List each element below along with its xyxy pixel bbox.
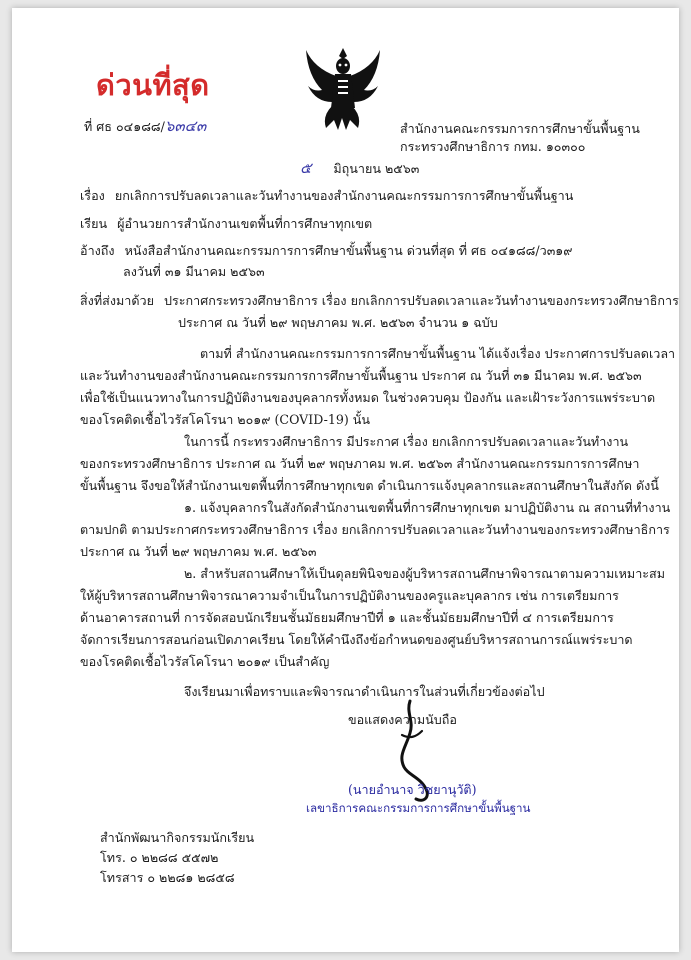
enclosure-line [80, 293, 679, 309]
signatory-title: เลขาธิการคณะกรรมการการศึกษาขั้นพื้นฐาน [306, 801, 531, 815]
reference-text: หนังสือสำนักงานคณะกรรมการการศึกษาขั้นพื้นฐาน ด่วนที่สุด ที่ ศธ ๐๔๑๘๘/ว๓๑๙ [124, 243, 573, 258]
footer-fax: โทรสาร ๐ ๒๒๘๑ ๒๘๕๘ [100, 870, 235, 885]
closing-salutation: ขอแสดงความนับถือ [348, 712, 457, 727]
footer-department: สำนักพัฒนากิจกรรมนักเรียน [100, 830, 255, 845]
reference-line [80, 243, 573, 259]
item1-line3: ประกาศ ณ วันที่ ๒๙ พฤษภาคม พ.ศ. ๒๕๖๓ [80, 544, 317, 559]
subject-text: ยกเลิกการปรับลดเวลาและวันทำงานของสำนักงานคณะกรรมการการศึกษาขั้นพื้นฐาน [114, 188, 574, 203]
body-p2-line2: ของกระทรวงศึกษาธิการ ประกาศ ณ วันที่ ๒๙ พฤษภาคม พ.ศ. ๒๕๖๓ สำนักงานคณะกรรมการการศึกษา [80, 456, 640, 471]
body-p2-line1: ในการนี้ กระทรวงศึกษาธิการ มีประกาศ เรื่อง ยกเลิกการปรับลดเวลาและวันทำงาน [184, 434, 629, 449]
footer-phone: โทร. ๐ ๒๒๘๘ ๕๕๗๒ [100, 850, 219, 865]
item1-line1: ๑. แจ้งบุคลากรในสังกัดสำนักงานเขตพื้นที่การศึกษาทุกเขต มาปฏิบัติงาน ณ สถานที่ทำงาน [184, 500, 671, 515]
enclosure-text: ประกาศกระทรวงศึกษาธิการ เรื่อง ยกเลิกการปรับลดเวลาและวันทำงานของกระทรวงศึกษาธิการ [164, 293, 679, 308]
garuda-emblem-icon [302, 46, 384, 130]
reference-handwritten: ๖๓๔๓ [164, 117, 207, 135]
letter-date [300, 160, 419, 177]
body-p2-line3: ขั้นพื้นฐาน จึงขอให้สำนักงานเขตพื้นที่การศึกษาทุกเขต ดำเนินการแจ้งบุคลากรและสถานศึกษาในสังกัด ดังนี้ [80, 478, 659, 493]
recipient-line [80, 216, 372, 232]
reference-label: อ้างถึง [80, 243, 115, 258]
office-address: กระทรวงศึกษาธิการ กทม. ๑๐๓๐๐ [400, 139, 586, 154]
office-name: สำนักงานคณะกรรมการการศึกษาขั้นพื้นฐาน [400, 121, 640, 136]
enclosure-label: สิ่งที่ส่งมาด้วย [80, 293, 154, 308]
urgency-stamp: ด่วนที่สุด [96, 68, 210, 102]
reference-number [84, 118, 206, 135]
item1-line2: ตามปกติ ตามประกาศกระทรวงศึกษาธิการ เรื่อง ยกเลิกการปรับลดเวลาและวันทำงานของกระทรวงศึกษาธิการ [80, 522, 670, 537]
enclosure-detail: ประกาศ ณ วันที่ ๒๙ พฤษภาคม พ.ศ. ๒๕๖๓ จำนวน ๑ ฉบับ [178, 315, 498, 330]
body-p1-line4: ของโรคติดเชื้อไวรัสโคโรนา ๒๐๑๙ (COVID-19) นั้น [80, 412, 370, 427]
item2-line1: ๒. สำหรับสถานศึกษาให้เป็นดุลยพินิจของผู้บริหารสถานศึกษาพิจารณาตามความเหมาะสม [184, 566, 666, 581]
body-p1-line2: และวันทำงานของสำนักงานคณะกรรมการการศึกษาขั้นพื้นฐาน ประกาศ ณ วันที่ ๓๑ มีนาคม พ.ศ. ๒๕๖๓ [80, 368, 642, 383]
signatory-name: (นายอำนาจ วิชยานุวัติ) [348, 782, 477, 797]
recipient-text: ผู้อำนวยการสำนักงานเขตพื้นที่การศึกษาทุกเขต [117, 216, 373, 231]
item2-line2: ให้ผู้บริหารสถานศึกษาพิจารณาความจำเป็นในการปฏิบัติงานของครูและบุคลากร เช่น การเตรียมการ [80, 588, 619, 603]
reference-prefix: ที่ ศธ ๐๔๑๘๘/ [84, 119, 165, 134]
closing-paragraph: จึงเรียนมาเพื่อทราบและพิจารณาดำเนินการในส่วนที่เกี่ยวข้องต่อไป [184, 684, 545, 699]
subject-label: เรื่อง [80, 188, 105, 203]
recipient-label: เรียน [80, 216, 108, 231]
date-month-year: มิถุนายน ๒๕๖๓ [333, 161, 420, 176]
subject-line [80, 188, 573, 204]
date-day-handwritten: ๕ [300, 159, 312, 177]
body-p1-line3: เพื่อใช้เป็นแนวทางในการปฏิบัติงานของบุคลากรทั้งหมด ในช่วงควบคุม ป้องกัน และเฝ้าระวังการแพร่ระบาด [80, 390, 656, 405]
item2-line3: ด้านอาคารสถานที่ การจัดสอบนักเรียนชั้นมัธยมศึกษาปีที่ ๑ และชั้นมัธยมศึกษาปีที่ ๔ การเตรียมการ [80, 610, 614, 625]
body-p1-line1: ตามที่ สำนักงานคณะกรรมการการศึกษาขั้นพื้นฐาน ได้แจ้งเรื่อง ประกาศการปรับลดเวลา [200, 346, 676, 361]
item2-line5: ของโรคติดเชื้อไวรัสโคโรนา ๒๐๑๙ เป็นสำคัญ [80, 654, 330, 669]
item2-line4: จัดการเรียนการสอนก่อนเปิดภาคเรียน โดยให้คำนึงถึงข้อกำหนดของศูนย์บริหารสถานการณ์แพร่ระบาด [80, 632, 633, 647]
reference-date: ลงวันที่ ๓๑ มีนาคม ๒๕๖๓ [123, 264, 265, 279]
